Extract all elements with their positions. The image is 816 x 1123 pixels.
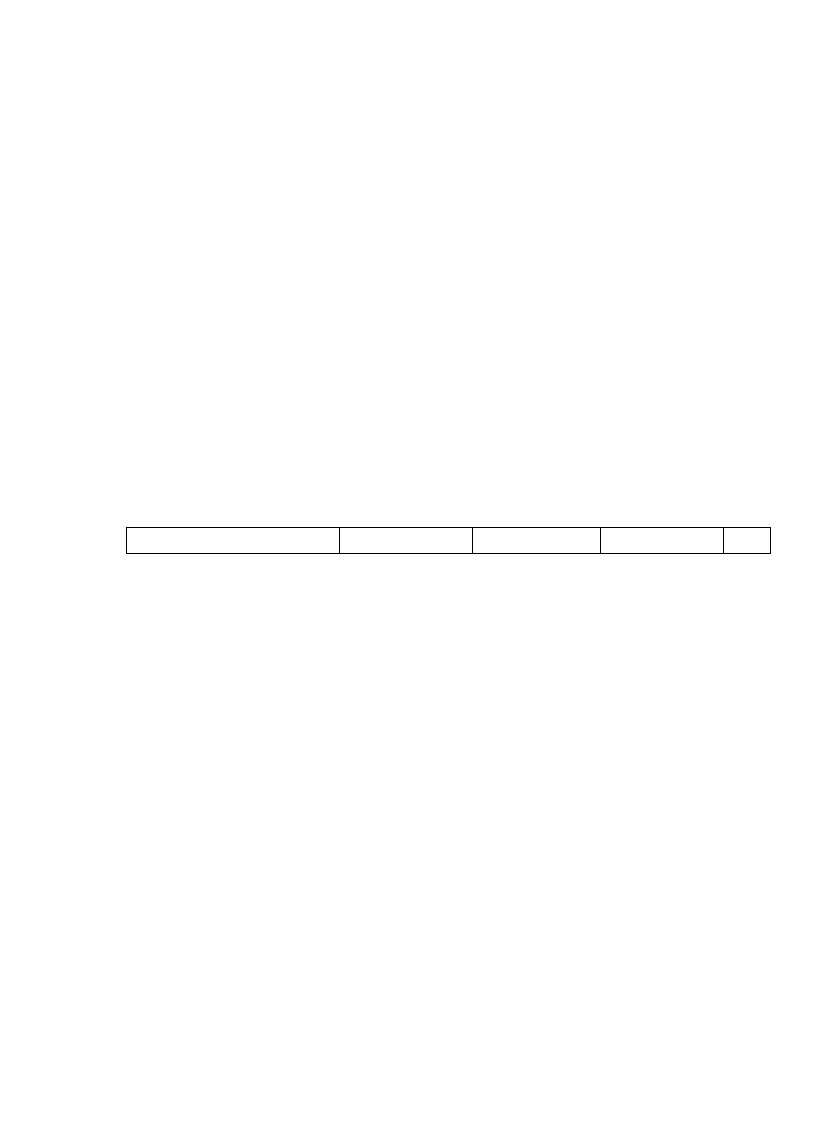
col-header [340, 528, 473, 554]
table-header-row [127, 528, 771, 554]
col-header [473, 528, 601, 554]
col-header [127, 528, 340, 554]
overlap-heading-2 [140, 190, 148, 207]
overlap-heading-1 [140, 158, 148, 175]
col-header [601, 528, 724, 554]
col-header [724, 528, 771, 554]
table13 [126, 527, 771, 554]
section-depreciation [160, 472, 168, 489]
